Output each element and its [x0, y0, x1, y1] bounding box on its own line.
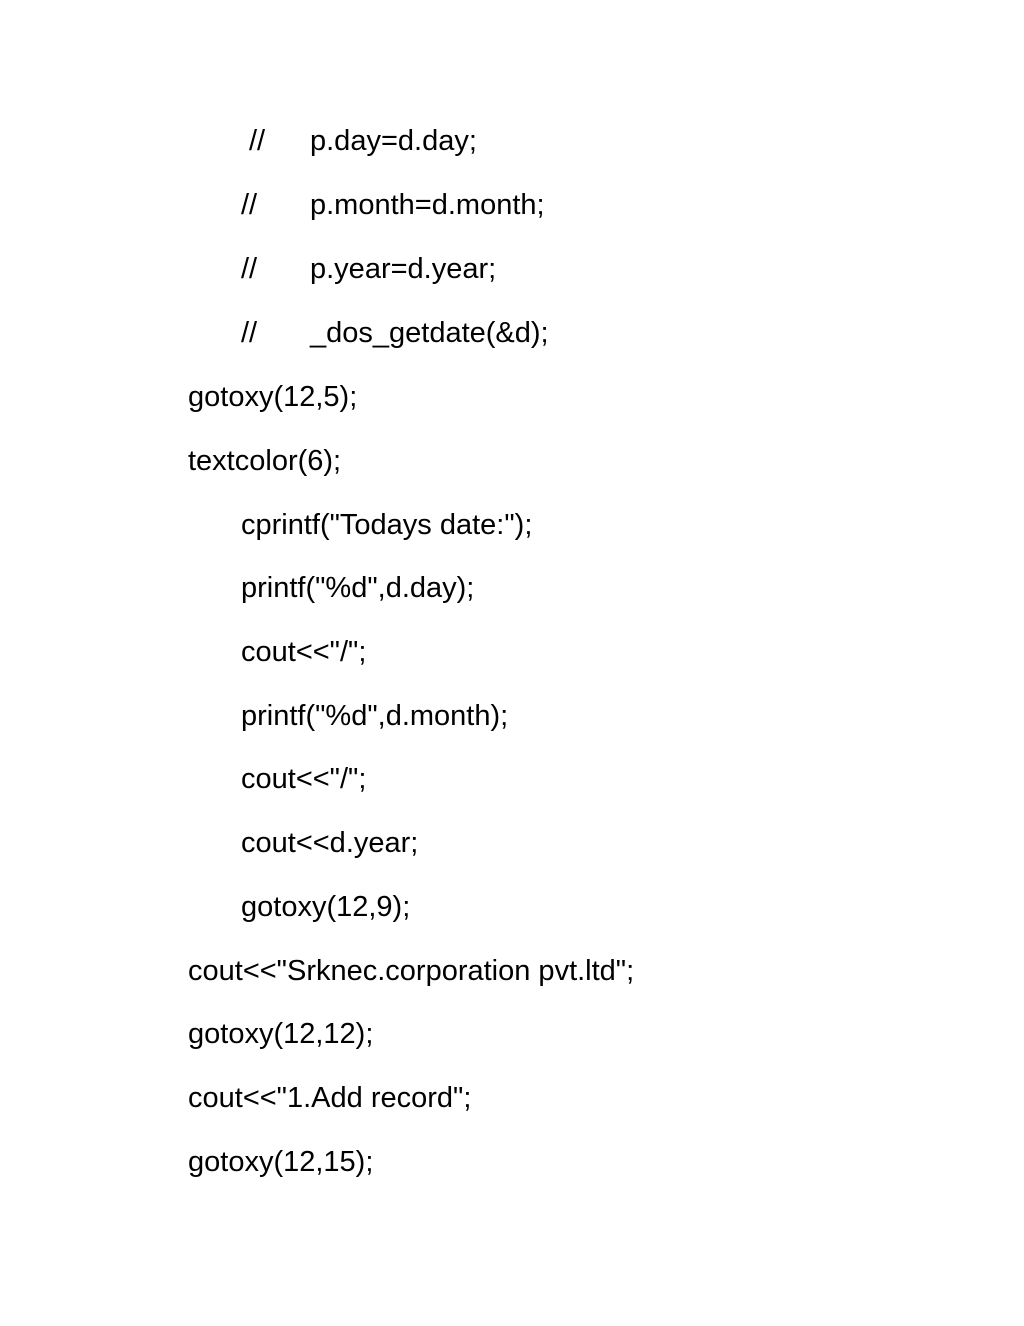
- comment-marker: //: [241, 253, 258, 285]
- code-line: p.day=d.day;: [310, 125, 477, 157]
- code-line: gotoxy(12,5);: [188, 381, 358, 413]
- code-line: textcolor(6);: [188, 445, 342, 477]
- code-line: cout<<d.year;: [241, 827, 419, 859]
- code-line: cout<<"/";: [241, 636, 367, 668]
- code-line: printf("%d",d.month);: [241, 700, 509, 732]
- code-line: cout<<"/";: [241, 763, 367, 795]
- code-line: p.year=d.year;: [310, 253, 497, 285]
- code-line: gotoxy(12,9);: [241, 891, 411, 923]
- code-line: printf("%d",d.day);: [241, 572, 475, 604]
- comment-marker: //: [241, 189, 258, 221]
- code-line: p.month=d.month;: [310, 189, 545, 221]
- code-line: gotoxy(12,12);: [188, 1018, 374, 1050]
- code-line: cprintf("Todays date:");: [241, 509, 533, 541]
- code-line: gotoxy(12,15);: [188, 1146, 374, 1178]
- code-line: cout<<"1.Add record";: [188, 1082, 472, 1114]
- comment-marker: //: [241, 317, 258, 349]
- comment-marker: //: [249, 125, 266, 157]
- code-line: _dos_getdate(&d);: [310, 317, 549, 349]
- code-line: cout<<"Srknec.corporation pvt.ltd";: [188, 955, 635, 987]
